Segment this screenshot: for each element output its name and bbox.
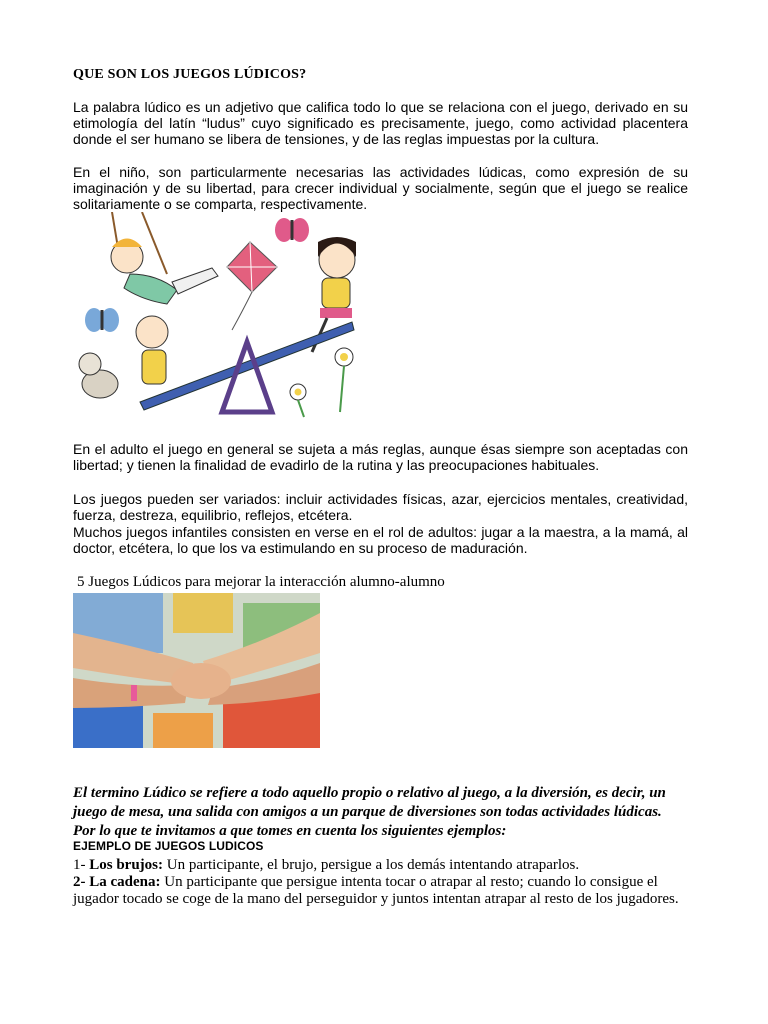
item-number: 2- (73, 874, 86, 890)
image-caption: 5 Juegos Lúdicos para mejorar la interacción alumno-alumno (77, 574, 445, 590)
examples-list (73, 857, 688, 908)
children-playing-illustration (72, 212, 364, 425)
item-text: Un participante, el brujo, persigue a los demás intentando atraparlos. (166, 857, 580, 873)
item-name: La cadena: (89, 874, 161, 890)
hands-together-photo (73, 593, 320, 748)
item-name: Los brujos: (89, 857, 164, 873)
examples-heading: EJEMPLO DE JUEGOS LUDICOS (73, 839, 264, 853)
paragraph-adults: En el adulto el juego en general se sujeta a más reglas, aunque ésas siempre son aceptadas con libertad; y tienen la finalidad de evadirlo de la rutina y las preocupaciones habituales. (73, 441, 688, 474)
item-number: 1- (73, 857, 86, 873)
list-item (73, 874, 688, 908)
paragraph-children: En el niño, son particularmente necesarias las actividades lúdicas, como expresión de su imaginación y de su libertad, para crecer individual y socialmente, según que el juego se realice solitariamente o se comparta, respectivamente. (73, 164, 688, 213)
paragraph-variety: Los juegos pueden ser variados: incluir actividades físicas, azar, ejercicios mentales, creatividad, fuerza, destreza, equilibrio, reflejos, etcétera. (73, 491, 688, 524)
paragraph-roles: Muchos juegos infantiles consisten en verse en el rol de adultos: jugar a la maestra, a la mamá, al doctor, etcétera, lo que los va estimulando en su proceso de maduración. (73, 524, 688, 557)
page-title: QUE SON LOS JUEGOS LÚDICOS? (73, 67, 307, 82)
emphasis-paragraph: El termino Lúdico se refiere a todo aquello propio o relativo al juego, a la diversión, es decir, un juego de mesa, una salida con amigos a un parque de diversiones son todas actividades lúdicas. Por lo que te invitamos a que tomes en cuenta los siguientes ejemplos: (73, 785, 666, 839)
list-item (73, 857, 688, 874)
paragraph-definition: La palabra lúdico es un adjetivo que califica todo lo que se relaciona con el juego, derivado en su etimología del latín “ludus” cuyo significado es precisamente, juego, como actividad placentera donde el ser humano se libera de tensiones, y de las reglas impuestas por la cultura. (73, 99, 688, 148)
item-text: Un participante que persigue intenta tocar o atrapar al resto; cuando lo consigue el jugador tocado se coge de la mano del perseguidor y juntos intentan atrapar al resto de los jugadores. (73, 874, 679, 907)
